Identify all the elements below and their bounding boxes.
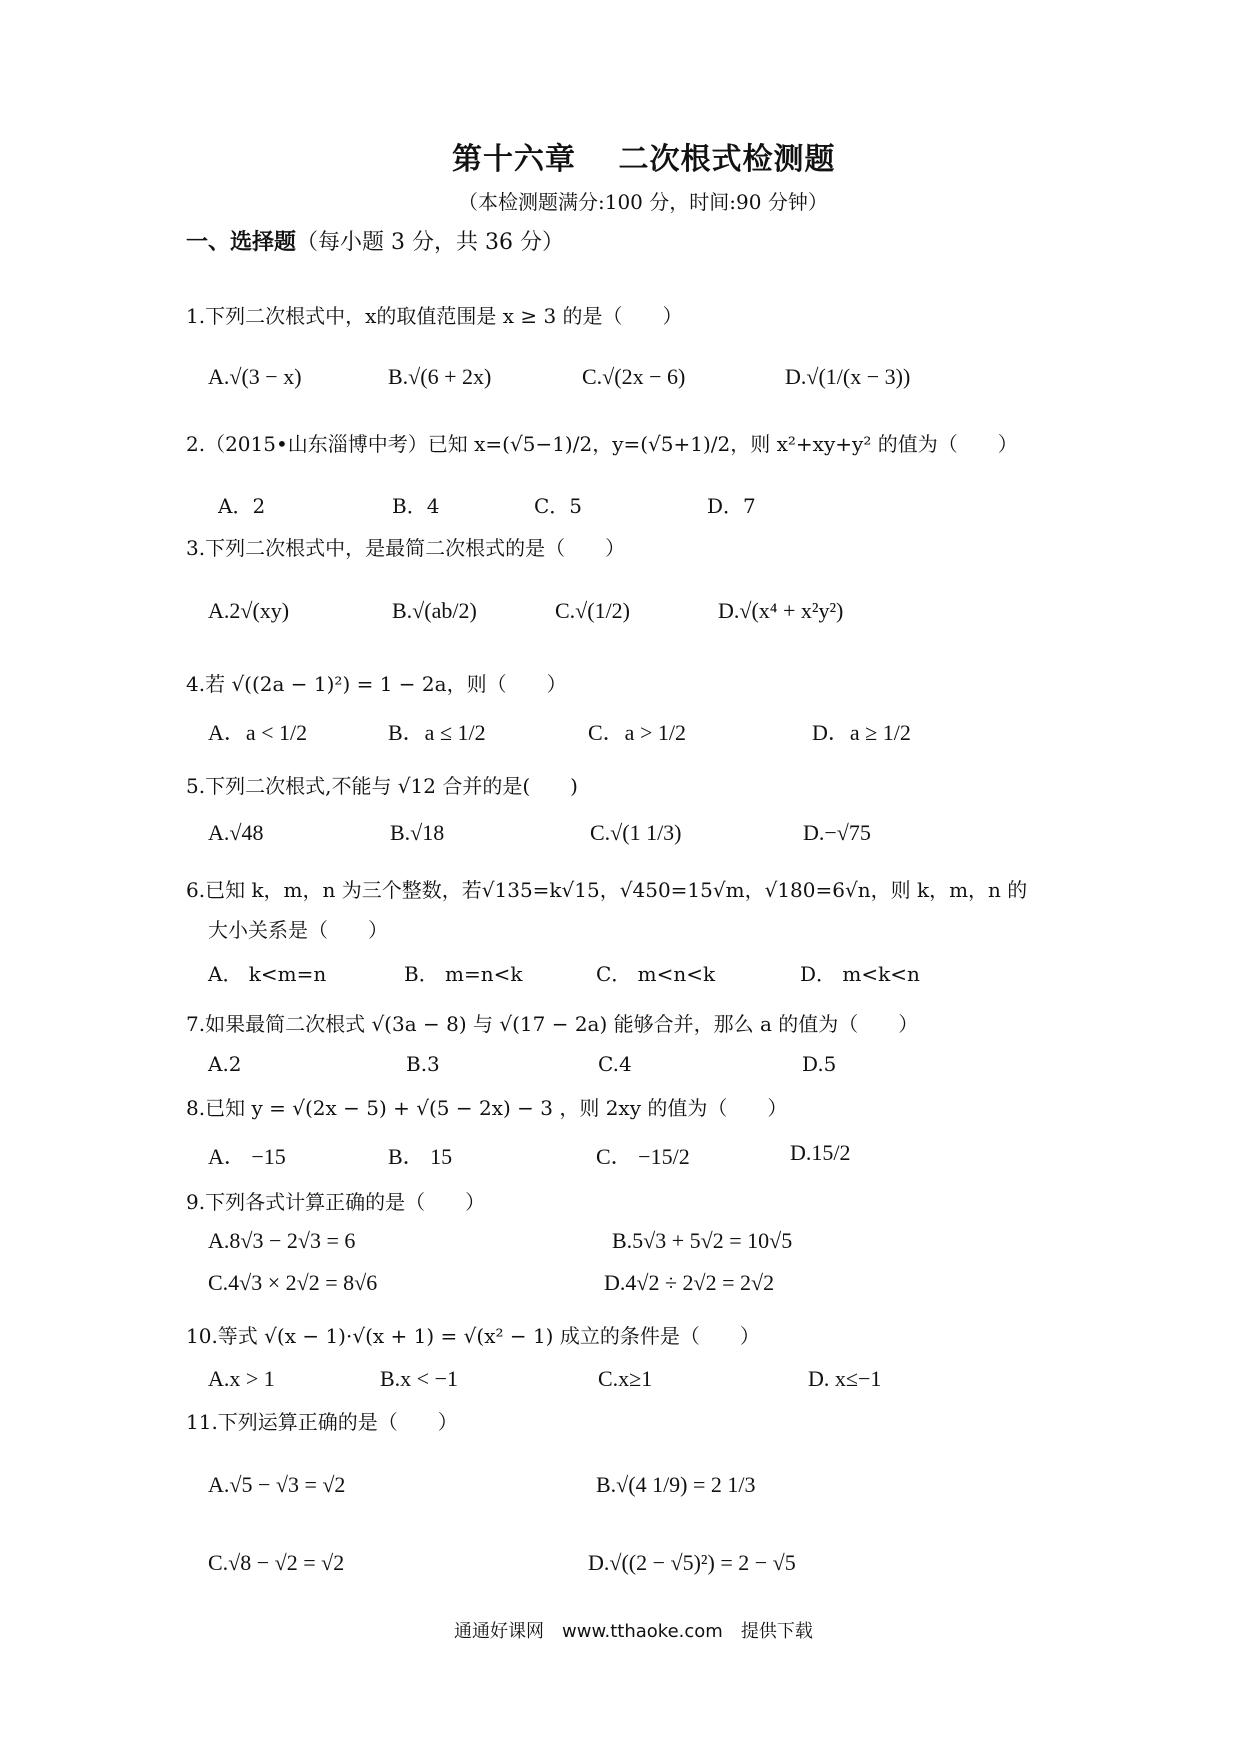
question-4-option-b: B．a ≤ 1/2 (388, 720, 486, 745)
question-2-option-d: D．7 (707, 494, 756, 518)
question-3-option-c: C.√(1/2) (555, 598, 631, 623)
question-8-option-c: C． −15/2 (596, 1144, 690, 1169)
question-3-option-a: A.2√(xy) (208, 598, 290, 623)
question-6-stem: 6.已知 k，m，n 为三个整数，若√135=k√15，√450=15√m，√180=6√n，则 k，m，n 的 (186, 878, 1028, 902)
question-7-option-c: C.4 (598, 1052, 632, 1076)
question-8-stem: 8.已知 y = √(2x − 5) + √(5 − 2x) − 3 ，则 2xy 的值为（ ） (186, 1096, 788, 1120)
exam-info: （本检测题满分:100 分，时间:90 分钟） (458, 190, 828, 214)
question-1-option-a: A.√(3 − x) (208, 364, 302, 389)
question-1-stem: 1.下列二次根式中，x的取值范围是 x ≥ 3 的是（ ） (186, 304, 683, 328)
question-10-option-c: C.x≥1 (598, 1366, 653, 1391)
question-8-option-a: A． −15 (208, 1144, 286, 1169)
section-note: （每小题 3 分，共 36 分） (296, 230, 564, 255)
question-2-stem: 2.（2015•山东淄博中考）已知 x=(√5−1)/2，y=(√5+1)/2，则 x²+xy+y² 的值为（ ） (186, 432, 1018, 456)
question-6-option-b: B． m=n<k (404, 962, 523, 986)
section-title: 一、选择题 (186, 230, 297, 255)
question-11-stem: 11.下列运算正确的是（ ） (186, 1410, 458, 1434)
question-6-option-a: A． k<m=n (208, 962, 327, 986)
question-2-option-b: B．4 (392, 494, 440, 518)
footer-source: 通通好课网 www.tthaoke.com 提供下载 (454, 1621, 813, 1642)
section-heading (186, 225, 564, 256)
question-6-option-d: D． m<k<n (800, 962, 920, 986)
question-3-option-d: D.√(x⁴ + x²y²) (718, 598, 844, 623)
question-2-option-a: A．2 (218, 494, 266, 518)
question-5-option-b: B.√18 (390, 820, 445, 845)
question-8-option-b: B． 15 (388, 1144, 453, 1169)
question-5-stem: 5.下列二次根式,不能与 √12 合并的是( ) (186, 774, 578, 798)
question-10-option-b: B.x < −1 (380, 1366, 458, 1391)
question-10-stem: 10.等式 √(x − 1)·√(x + 1) = √(x² − 1) 成立的条件是（ ） (186, 1324, 760, 1348)
question-3-stem: 3.下列二次根式中，是最简二次根式的是（ ） (186, 536, 626, 560)
question-10-option-d: D. x≤−1 (808, 1366, 882, 1391)
question-6-stem-continued: 大小关系是（ ） (208, 918, 388, 942)
question-7-option-d: D.5 (802, 1052, 837, 1076)
question-11-option-b: B.√(4 1/9) = 2 1/3 (596, 1472, 756, 1497)
question-9-option-d: D.4√2 ÷ 2√2 = 2√2 (604, 1270, 775, 1295)
question-2-option-c: C．5 (534, 494, 583, 518)
question-4-stem: 4.若 √((2a − 1)²) = 1 − 2a，则（ ） (186, 672, 567, 696)
question-11-option-a: A.√5 − √3 = √2 (208, 1472, 346, 1497)
question-9-option-a: A.8√3 − 2√3 = 6 (208, 1228, 356, 1253)
question-8-option-d: D.15/2 (790, 1140, 851, 1165)
question-4-option-c: C．a > 1/2 (588, 720, 686, 745)
page-title: 第十六章 二次根式检测题 (452, 142, 836, 177)
question-7-option-b: B.3 (406, 1052, 440, 1076)
question-11-option-c: C.√8 − √2 = √2 (208, 1550, 345, 1575)
question-5-option-c: C.√(1 1/3) (590, 820, 682, 845)
question-5-option-d: D.−√75 (803, 820, 871, 845)
question-9-option-c: C.4√3 × 2√2 = 8√6 (208, 1270, 378, 1295)
question-4-option-d: D．a ≥ 1/2 (812, 720, 911, 745)
question-5-option-a: A.√48 (208, 820, 264, 845)
question-10-option-a: A.x > 1 (208, 1366, 275, 1391)
question-9-option-b: B.5√3 + 5√2 = 10√5 (612, 1228, 793, 1253)
question-7-option-a: A.2 (208, 1052, 242, 1076)
question-1-option-b: B.√(6 + 2x) (388, 364, 492, 389)
question-7-stem: 7.如果最简二次根式 √(3a − 8) 与 √(17 − 2a) 能够合并，那么 a 的值为（ ） (186, 1012, 919, 1036)
question-4-option-a: A．a < 1/2 (208, 720, 308, 745)
question-9-stem: 9.下列各式计算正确的是（ ） (186, 1190, 486, 1214)
question-3-option-b: B.√(ab/2) (392, 598, 477, 623)
question-11-option-d: D.√((2 − √5)²) = 2 − √5 (588, 1550, 796, 1575)
question-6-option-c: C． m<n<k (596, 962, 716, 986)
question-1-option-d: D.√(1/(x − 3)) (785, 364, 911, 389)
question-1-option-c: C.√(2x − 6) (582, 364, 686, 389)
